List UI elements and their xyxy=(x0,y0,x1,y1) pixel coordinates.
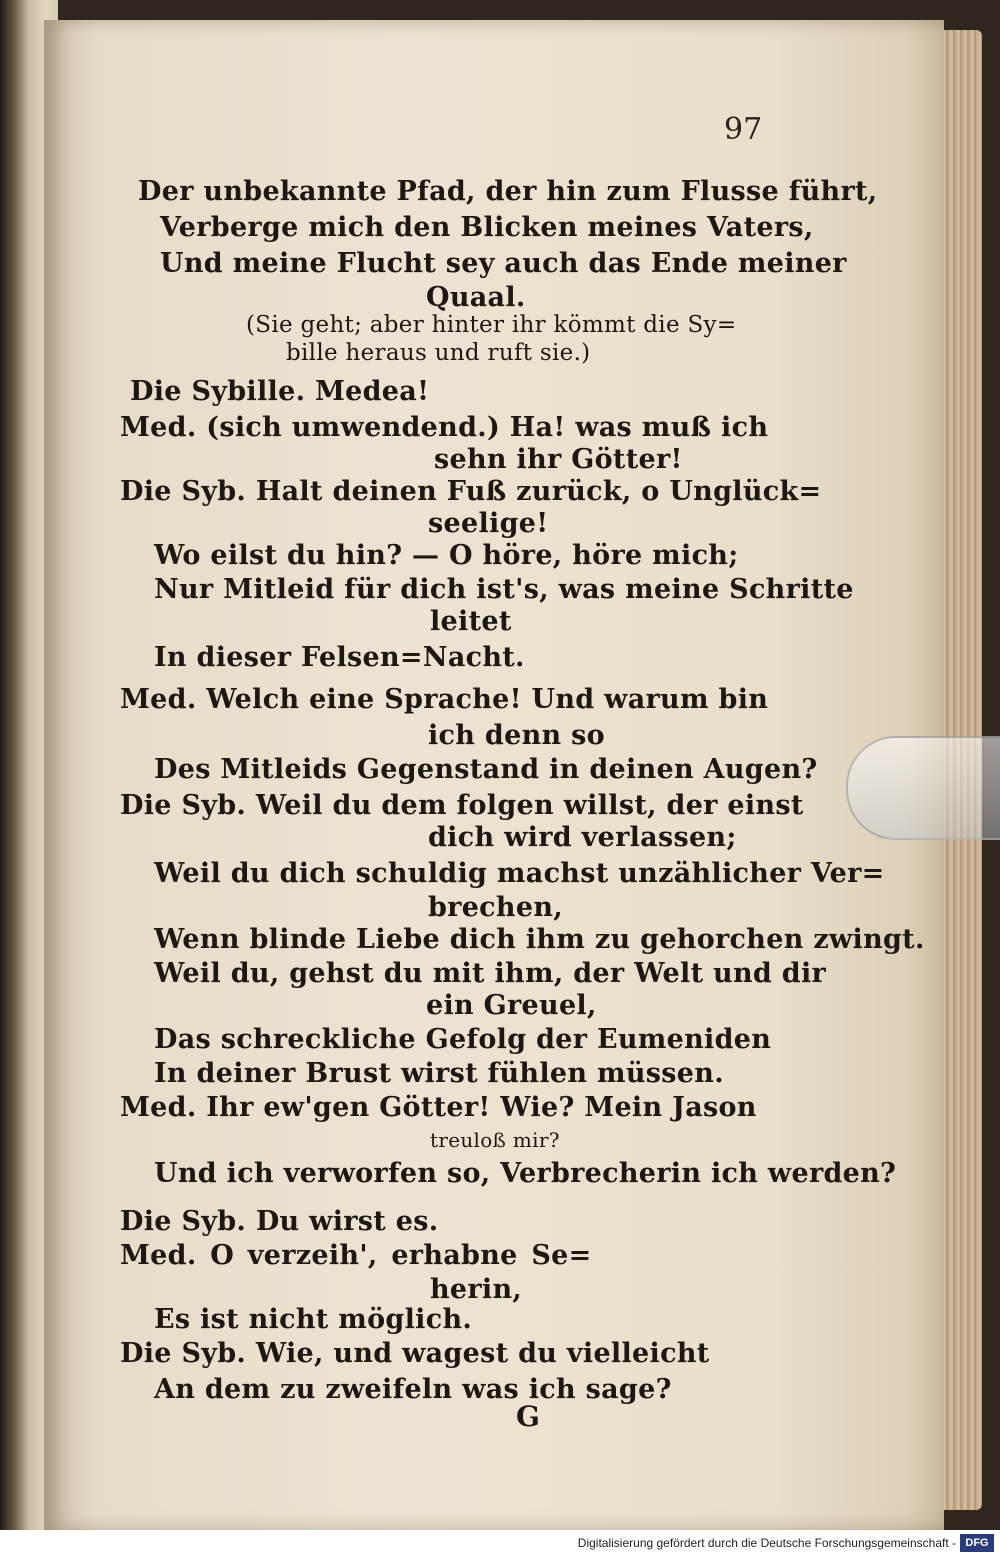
plastic-page-marker xyxy=(846,736,1000,840)
speaker-line: Die Syb. Wie, und wagest du vielleicht xyxy=(120,1338,710,1369)
stage-direction: bille heraus und ruft sie.) xyxy=(286,340,591,366)
catchword: G xyxy=(516,1400,540,1433)
text-line: Weil du dich schuldig machst unzählicher Ver= xyxy=(154,858,885,889)
text-line: Weil du, gehst du mit ihm, der Welt und dir xyxy=(154,958,827,989)
text-line: leitet xyxy=(430,606,512,637)
text-line: Der unbekannte Pfad, der hin zum Flusse führt, xyxy=(138,176,878,207)
footer-credit: Digitalisierung gefördert durch die Deutsche Forschungsgemeinschaft - xyxy=(577,1536,956,1550)
speaker-line: Die Syb. Weil du dem folgen willst, der einst xyxy=(120,790,804,821)
text-line: ein Greuel, xyxy=(426,990,597,1021)
text-line: Und ich verworfen so, Verbrecherin ich werden? xyxy=(154,1158,897,1189)
text-line: herin, xyxy=(430,1274,523,1305)
text-line: Des Mitleids Gegenstand in deinen Augen? xyxy=(154,754,818,785)
speaker-line: Die Syb. Du wirst es. xyxy=(120,1206,439,1237)
speaker-line: Med. Ihr ew'gen Götter! Wie? Mein Jason xyxy=(120,1092,757,1123)
text-line: Wo eilst du hin? — O höre, höre mich; xyxy=(154,540,739,571)
text-line: Wenn blinde Liebe dich ihm zu gehorchen zwingt. xyxy=(154,924,925,955)
dfg-logo: DFG xyxy=(960,1534,994,1552)
text-line: brechen, xyxy=(428,892,563,923)
text-line: Quaal. xyxy=(426,282,526,313)
text-line: Und meine Flucht sey auch das Ende meiner xyxy=(160,248,847,279)
page-number: 97 xyxy=(724,112,763,147)
text-line: ich denn so xyxy=(428,720,605,751)
text-line: Verberge mich den Blicken meines Vaters, xyxy=(160,212,814,243)
text-line: Das schreckliche Gefolg der Eumeniden xyxy=(154,1024,772,1055)
speaker-line: Die Syb. Halt deinen Fuß zurück, o Unglück= xyxy=(120,476,822,507)
text-line: An dem zu zweifeln was ich sage? xyxy=(154,1374,672,1405)
text-line: Nur Mitleid für dich ist's, was meine Schritte xyxy=(154,574,854,605)
text-line: In dieser Felsen=Nacht. xyxy=(154,642,525,673)
text-line: sehn ihr Götter! xyxy=(434,444,683,475)
text-line: seelige! xyxy=(428,508,549,539)
stage-direction: (Sie geht; aber hinter ihr kömmt die Sy= xyxy=(246,312,737,338)
text-line: Es ist nicht möglich. xyxy=(154,1304,473,1335)
speaker-line: Med. Welch eine Sprache! Und warum bin xyxy=(120,684,769,715)
text-line: dich wird verlassen; xyxy=(428,822,737,853)
speaker-line: Med. O verzeih', erhabne Se= xyxy=(120,1240,592,1271)
text-line: treuloß mir? xyxy=(430,1128,560,1152)
speaker-line: Med. (sich umwendend.) Ha! was muß ich xyxy=(120,412,769,443)
speaker-line: Die Sybille. Medea! xyxy=(130,376,430,407)
text-line: In deiner Brust wirst fühlen müssen. xyxy=(154,1058,724,1089)
